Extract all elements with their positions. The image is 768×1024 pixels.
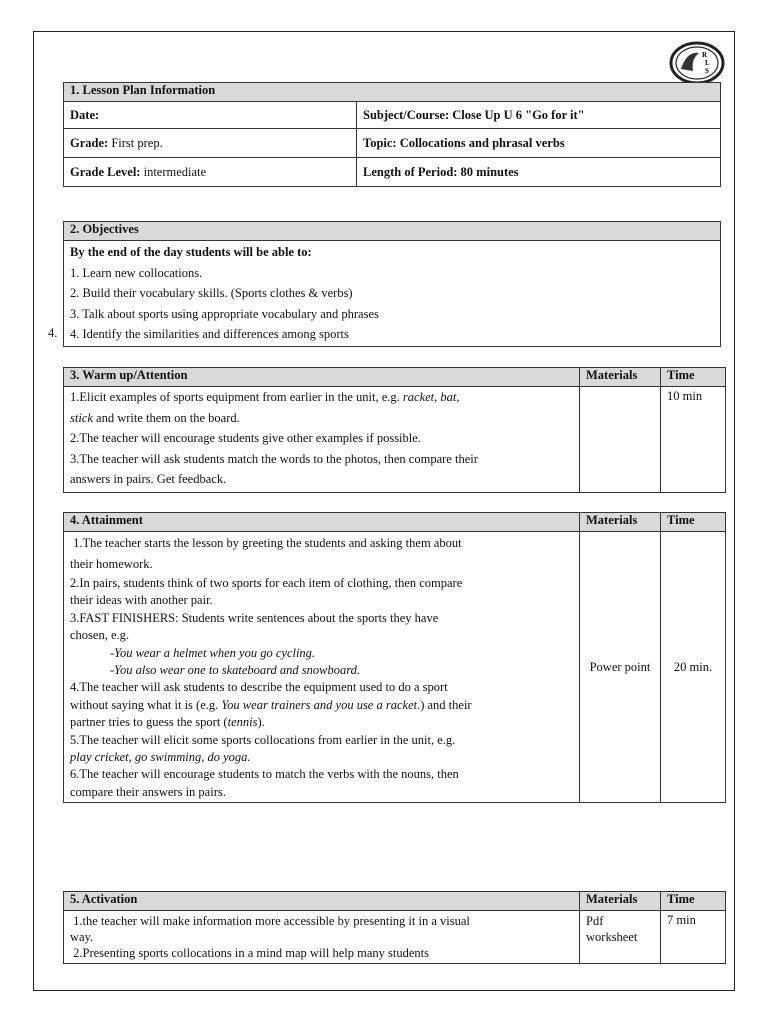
activation-line bbox=[70, 945, 573, 961]
objectives-body bbox=[64, 241, 721, 347]
step-text: 3.FAST FINISHERS: Students write sentences about the sports they have bbox=[70, 610, 439, 625]
logo-letter-r: R bbox=[702, 51, 708, 59]
warmup-materials bbox=[580, 387, 661, 493]
grade-level-value: intermediate bbox=[140, 164, 207, 179]
time-header: Time bbox=[661, 513, 726, 532]
step-text: their homework. bbox=[70, 557, 153, 571]
step-text: 4.The teacher will ask students to describe the equipment used to do a sport bbox=[70, 680, 448, 695]
objective-item: 4. Identify the similarities and differences among sports bbox=[70, 327, 349, 341]
warmup-line bbox=[70, 387, 573, 408]
time-header: Time bbox=[661, 892, 726, 911]
length-field: Length of Period: 80 minutes bbox=[357, 158, 721, 187]
step-text: 1.The teacher starts the lesson by greeting the students and asking them about bbox=[73, 536, 462, 550]
step-example: tennis bbox=[227, 715, 258, 730]
step-text: .) and their bbox=[417, 697, 472, 712]
lesson-info-table bbox=[63, 82, 721, 187]
step-text: ). bbox=[257, 715, 265, 730]
activation-line: way. bbox=[70, 930, 94, 944]
date-field: Date: bbox=[64, 102, 357, 129]
materials-header: Materials bbox=[580, 513, 661, 532]
step-text: 2.In pairs, students think of two sports for each item of clothing, then compare bbox=[70, 576, 463, 590]
attainment-step-4 bbox=[70, 679, 573, 731]
attainment-step-5 bbox=[70, 732, 573, 767]
subject-field: Subject/Course: Close Up U 6 "Go for it" bbox=[357, 102, 721, 129]
step-text: partner tries to guess the sport ( bbox=[70, 715, 228, 730]
section2-title: 2. Objectives bbox=[64, 222, 721, 241]
objective-item: 1. Learn new collocations. bbox=[70, 265, 203, 280]
attainment-materials: Power point bbox=[580, 532, 661, 803]
warmup-examples: racket, bat, bbox=[402, 390, 460, 404]
objectives-intro: By the end of the day students will be able to: bbox=[70, 245, 312, 259]
step-text: their ideas with another pair. bbox=[70, 593, 213, 608]
grade-label: Grade: bbox=[70, 135, 109, 150]
warmup-line bbox=[70, 408, 573, 429]
example-text: -You also wear one to skateboard and snowboard. bbox=[110, 663, 361, 678]
step-text: compare their answers in pairs. bbox=[70, 784, 226, 799]
attainment-step-6 bbox=[70, 766, 573, 801]
step-example: play cricket, go swimming, do yoga. bbox=[70, 750, 251, 765]
materials-header: Materials bbox=[580, 892, 661, 911]
step-text: chosen, e.g. bbox=[70, 628, 130, 643]
activation-body bbox=[64, 911, 580, 964]
warmup-line: 2.The teacher will encourage students give other examples if possible. bbox=[70, 431, 421, 445]
attainment-step-2 bbox=[70, 575, 573, 610]
warmup-time: 10 min bbox=[661, 387, 726, 493]
school-logo bbox=[669, 41, 726, 85]
materials-header: Materials bbox=[580, 368, 661, 387]
warmup-text: 1.Elicit examples of sports equipment from earlier in the unit, e.g. bbox=[70, 390, 403, 404]
example-text: -You wear a helmet when you go cycling. bbox=[110, 645, 316, 660]
example-sentence bbox=[70, 662, 573, 679]
activation-text: 2.Presenting sports collocations in a mind map will help many students bbox=[73, 946, 429, 960]
objective-item: 3. Talk about sports using appropriate vocabulary and phrases bbox=[70, 306, 379, 321]
logo-letter-l: L bbox=[705, 59, 710, 67]
activation-text: 1.the teacher will make information more accessible by presenting it in a visual bbox=[73, 914, 470, 928]
warmup-line: answers in pairs. Get feedback. bbox=[70, 472, 227, 486]
step-text: without saying what it is (e.g. bbox=[70, 697, 222, 712]
grade-field bbox=[64, 129, 357, 158]
objective-item: 2. Build their vocabulary skills. (Sports clothes & verbs) bbox=[70, 286, 353, 300]
warmup-table bbox=[63, 367, 726, 493]
attainment-step-3 bbox=[70, 610, 573, 645]
attainment-time: 20 min. bbox=[661, 532, 726, 803]
example-sentence bbox=[70, 645, 573, 662]
warmup-text: and write them on the board. bbox=[92, 410, 240, 425]
section4-title: 4. Attainment bbox=[64, 513, 580, 532]
step-text: 5.The teacher will elicit some sports collocations from earlier in the unit, e.g. bbox=[70, 732, 456, 747]
attainment-table bbox=[63, 512, 726, 803]
section5-title: 5. Activation bbox=[64, 892, 580, 911]
logo-letter-s: S bbox=[705, 67, 709, 75]
grade-level-field bbox=[64, 158, 357, 187]
grade-value: First prep. bbox=[108, 135, 163, 150]
grade-level-label: Grade Level: bbox=[70, 164, 141, 179]
topic-field: Topic: Collocations and phrasal verbs bbox=[357, 129, 721, 158]
objectives-table bbox=[63, 221, 721, 347]
activation-line bbox=[70, 913, 573, 929]
step-example: You wear trainers and you use a racket bbox=[221, 697, 418, 712]
section3-title: 3. Warm up/Attention bbox=[64, 368, 580, 387]
attainment-body bbox=[64, 532, 580, 803]
activation-materials: Pdf worksheet bbox=[580, 911, 661, 964]
margin-number: 4. bbox=[48, 326, 58, 340]
warmup-body bbox=[64, 387, 580, 493]
attainment-step-1 bbox=[70, 533, 573, 575]
warmup-example-stick: stick bbox=[70, 410, 93, 425]
step-text: 6.The teacher will encourage students to match the verbs with the nouns, then bbox=[70, 767, 459, 782]
warmup-line: 3.The teacher will ask students match the words to the photos, then compare their bbox=[70, 451, 478, 466]
time-header: Time bbox=[661, 368, 726, 387]
activation-table bbox=[63, 891, 726, 964]
section1-title: 1. Lesson Plan Information bbox=[64, 83, 721, 102]
activation-time: 7 min bbox=[661, 911, 726, 964]
